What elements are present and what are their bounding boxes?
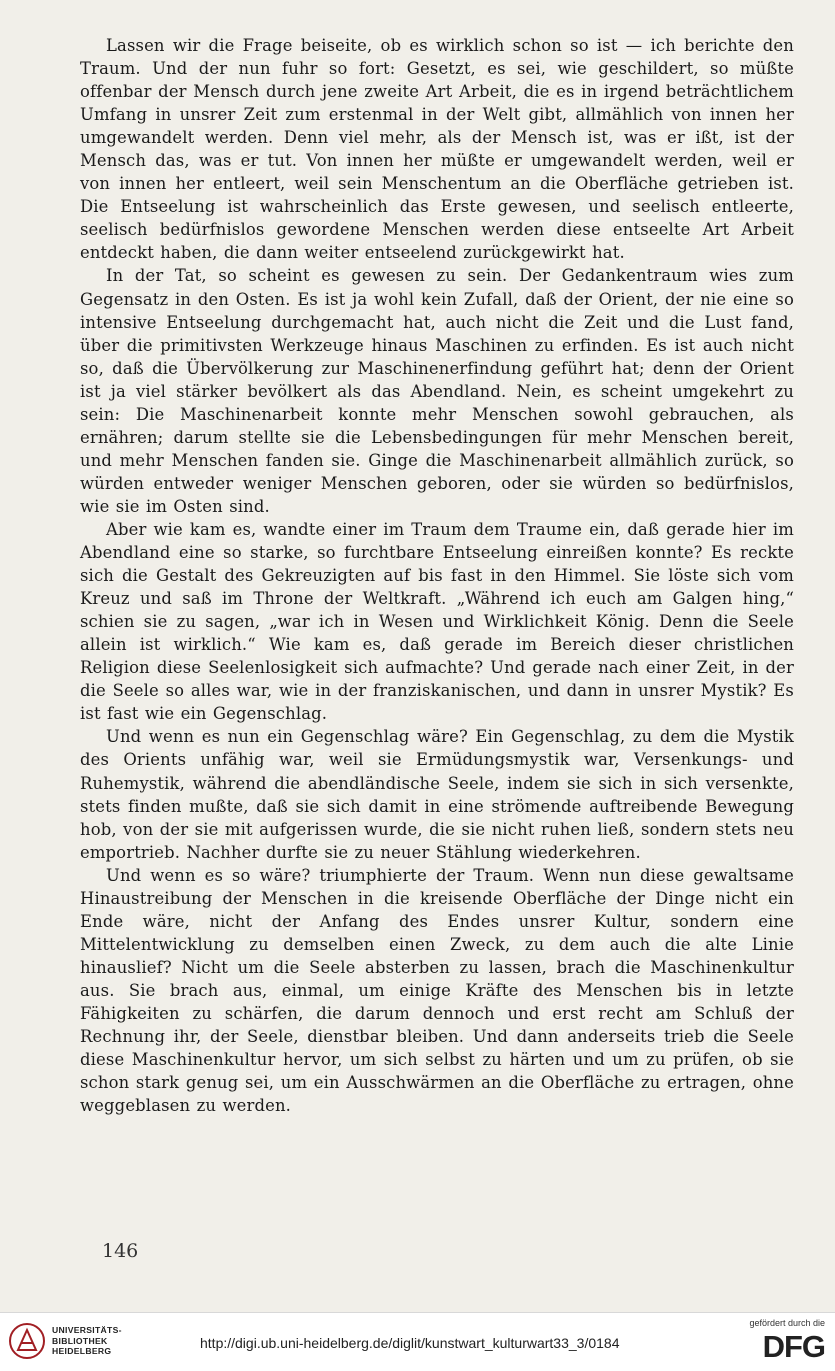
paragraph-5: Und wenn es so wäre? triumphierte der Traum. Wenn nun diese gewaltsame Hinaustreibung der Menschen in die kreisende Oberfläche der Dinge nicht ein Ende wäre, nicht der Anfang des Endes unsrer Kultur, sondern eine Mittelentwicklung zu demselben einen Zweck, zu dem auch die alte Linie hinauslief? Nicht um die Seele absterben zu lassen, brach die Maschinenkultur aus. Sie brach aus, einmal, um einige Kräfte des Menschen bis in letzte Fähigkeiten zu schärfen, die darum dennoch und erst recht am Schluß der Rechnung ihr, der Seele, dienstbar bleiben. Und dann anderseits trieb die Seele diese Maschinenkultur hervor, um sich selbst zu härten und um zu prüfen, ob sie schon stark genug sei, um ein Ausschwärmen an die Oberfläche zu ertragen, ohne weggeblasen zu werden. xyxy=(80,865,794,1116)
university-seal-icon xyxy=(8,1322,46,1360)
footer-bar xyxy=(0,1312,835,1371)
funding-caption: gefördert durch die xyxy=(749,1318,825,1328)
library-name-line-1: UNIVERSITÄTS- xyxy=(52,1325,122,1335)
dfg-logo: DFG xyxy=(762,1329,825,1364)
library-name-line-2: BIBLIOTHEK xyxy=(52,1335,108,1346)
paragraph-1: Lassen wir die Frage beiseite, ob es wirklich schon so ist — ich berichte den Traum. Und der nun fuhr so fort: Gesetzt, es sei, wie geschildert, so müßte offenbar der Mensch durch jene zweite Art Arbeit, die es in irgend beträchtlichem Umfang in unsrer Zeit zum erstenmal in der Welt gibt, allmählich von innen her umgewandelt werden. Denn viel mehr, als der Mensch ist, was er ißt, ist der Mensch das, was er tut. Von innen her müßte er umgewandelt werden, weil er von innen her entleert, weil sein Menschentum an die Oberfläche getrieben ist. Die Entseelung ist wahrscheinlich das Erste gewesen, und seelisch entleerte, seelisch bedürfnislos gewordene Menschen werden diese entseelte Art Arbeit entdeckt haben, die dann weiter entseelend zurückgewirkt hat. xyxy=(80,36,794,263)
source-url-link[interactable]: http://digi.ub.uni-heidelberg.de/diglit/kunstwart_kulturwart33_3/0184 xyxy=(200,1335,620,1351)
paragraph-4: Und wenn es nun ein Gegenschlag wäre? Ein Gegenschlag, zu dem die Mystik des Orients unfähig war, weil sie Ermüdungsmystik war, Versenkungs- und Ruhemystik, während die abendländische Seele, indem sie sich in sich versenkte, stets finden mußte, daß sie sich damit in eine strömende auftreibende Bewegung hob, von der sie mit aufgerissen wurde, die sie nicht ruhen ließ, sondern stets neu emportrieb. Nachher durfte sie zu neuer Stählung wiederkehren. xyxy=(80,727,794,862)
paragraph-3: Aber wie kam es, wandte einer im Traum dem Traume ein, daß gerade hier im Abendland eine so starke, so furchtbare Entseelung einreißen konnte? Es reckte sich die Gestalt des Gekreuzigten auf bis fast in den Himmel. Sie löste sich vom Kreuz und saß im Throne der Weltkraft. „Während ich euch am Galgen hing,“ schien sie zu sagen, „war ich in Wesen und Wirklichkeit König. Denn die Seele allein ist wirklich.“ Wie kam es, daß gerade im Bereich dieser christlichen Religion diese Seelenlosigkeit sich aufmachte? Und gerade nach einer Zeit, in der die Seele so alles war, wie in der franziskanischen, und dann in unsrer Mystik? Es ist fast wie ein Gegenschlag. xyxy=(80,519,794,724)
library-name xyxy=(52,1325,122,1357)
page-text xyxy=(80,34,794,1117)
paragraph-2: In der Tat, so scheint es gewesen zu sein. Der Gedankentraum wies zum Gegensatz in den Osten. Es ist ja wohl kein Zufall, daß der Orient, der nie eine so intensive Entseelung durchgemacht hat, auch nicht die Zeit und die Lust fand, über die primitivsten Werkzeuge hinaus Maschinen zu erfinden. Es ist auch nicht so, daß die Übervölkerung zur Maschinenerfindung geführt hat; denn der Orient ist ja viel stärker bevölkert als das Abendland. Nein, es scheint umgekehrt zu sein: Die Maschinenarbeit konnte mehr Menschen sowohl gebrauchen, als ernähren; darum stellte sie die Lebensbedingungen für mehr Menschen bereit, und mehr Menschen fanden sie. Ginge die Maschinenarbeit allmählich zurück, so würden entweder weniger Menschen geboren, oder sie würden so bedürfnislos, wie sie im Osten sind. xyxy=(80,266,794,516)
page-number: 146 xyxy=(102,1240,139,1262)
library-name-line-3: HEIDELBERG xyxy=(52,1346,112,1356)
